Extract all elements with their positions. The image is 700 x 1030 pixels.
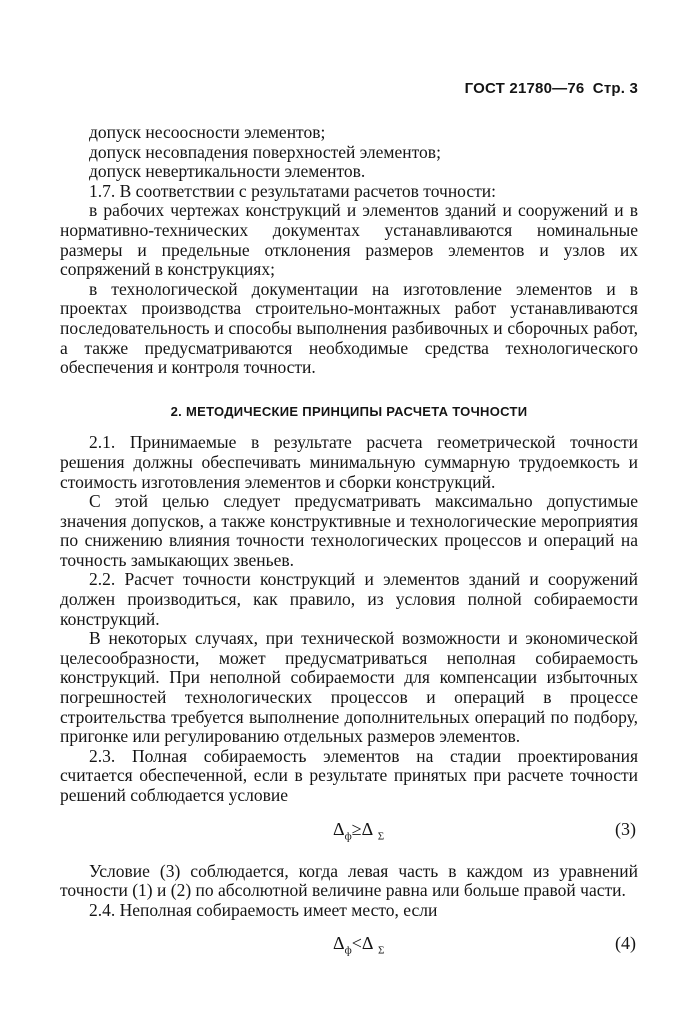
formula-3-expression (333, 820, 384, 847)
clause-2-4: 2.4. Неполная собираемость имеет место, если (89, 899, 438, 920)
formula-subscript: ф (344, 830, 352, 843)
body-text (60, 123, 638, 976)
clause-2-1-continued: С этой целью следует предусматривать максимально допустимые значения допусков, а также конструктивные и технологические мероприятия по снижению влияния точности технологических процессов и операций на точность замыкающих звеньев. (60, 491, 638, 570)
formula-symbol: Δ (361, 933, 374, 954)
clause-1-7: 1.7. В соответствии с результатами расчетов точности: (89, 180, 497, 201)
formula-symbol: Δ (333, 818, 345, 839)
list-item: допуск невертикальности элементов. (89, 161, 366, 182)
page-number: Стр. 3 (592, 80, 638, 97)
formula-symbol: Δ (361, 818, 374, 839)
formula-subscript: Σ (377, 830, 385, 843)
clause-1-7-item-a: в рабочих чертежах конструкций и элементов зданий и сооружений и в нормативно-технических документах устанавливаются номинальные размеры и предельные отклонения размеров элементов и узлов их сопряжений в конструкциях; (60, 200, 638, 280)
clause-2-3-continued: Условие (3) соблюдается, когда левая часть в каждом из уравнений точности (1) и (2) по абсолютной величине равна или больше правой части. (60, 860, 638, 901)
page-header (465, 80, 638, 97)
formula-operator: ≥ (351, 818, 362, 839)
formula-subscript: Σ (377, 944, 385, 957)
formula-subscript: ф (344, 944, 352, 957)
formula-4 (60, 926, 638, 966)
list-item: допуск несоосности элементов; (89, 122, 326, 142)
clause-2-3: 2.3. Полная собираемость элементов на стадии проектирования считается обеспеченной, если в результате принятых при расчете точности решений соблюдается условие (60, 745, 638, 805)
standard-number: ГОСТ 21780—76 (464, 80, 585, 97)
formula-number: (4) (615, 933, 636, 954)
formula-number: (3) (615, 818, 636, 839)
formula-3 (60, 812, 638, 852)
clause-1-7-item-b: в технологической документации на изготовление элементов и в проектах производства строительно-монтажных работ устанавливаются последовательность и способы выполнения разбивочных и сборочных работ, а также предусматриваются необходимые средства технологического обеспечения и контроля точности. (60, 278, 638, 378)
clause-2-2: 2.2. Расчет точности конструкций и элементов зданий и сооружений должен производиться, как правило, из условия полной собираемости конструкций. (60, 569, 638, 629)
clause-2-1: 2.1. Принимаемые в результате расчета геометрической точности решения должны обеспечивать минимальную суммарную трудоемкость и стоимость изготовления элементов и сборки конструкций. (60, 432, 638, 492)
section-heading: 2. МЕТОДИЧЕСКИЕ ПРИНЦИПЫ РАСЧЕТА ТОЧНОСТИ (170, 403, 528, 419)
clause-2-2-continued: В некоторых случаях, при технической возможности и экономической целесообразности, может предусматриваться неполная собираемость конструкций. При неполной собираемости для компенсации избыточных погрешностей технологических процессов и операций в процессе строительства требуется выполнение дополнительных операций по подбору, пригонке или регулированию отдельных размеров элементов. (60, 628, 638, 747)
formula-symbol: Δ (333, 933, 345, 954)
formula-operator: < (351, 933, 362, 954)
formula-4-expression (333, 934, 384, 961)
list-item: допуск несовпадения поверхностей элементов; (89, 141, 441, 162)
